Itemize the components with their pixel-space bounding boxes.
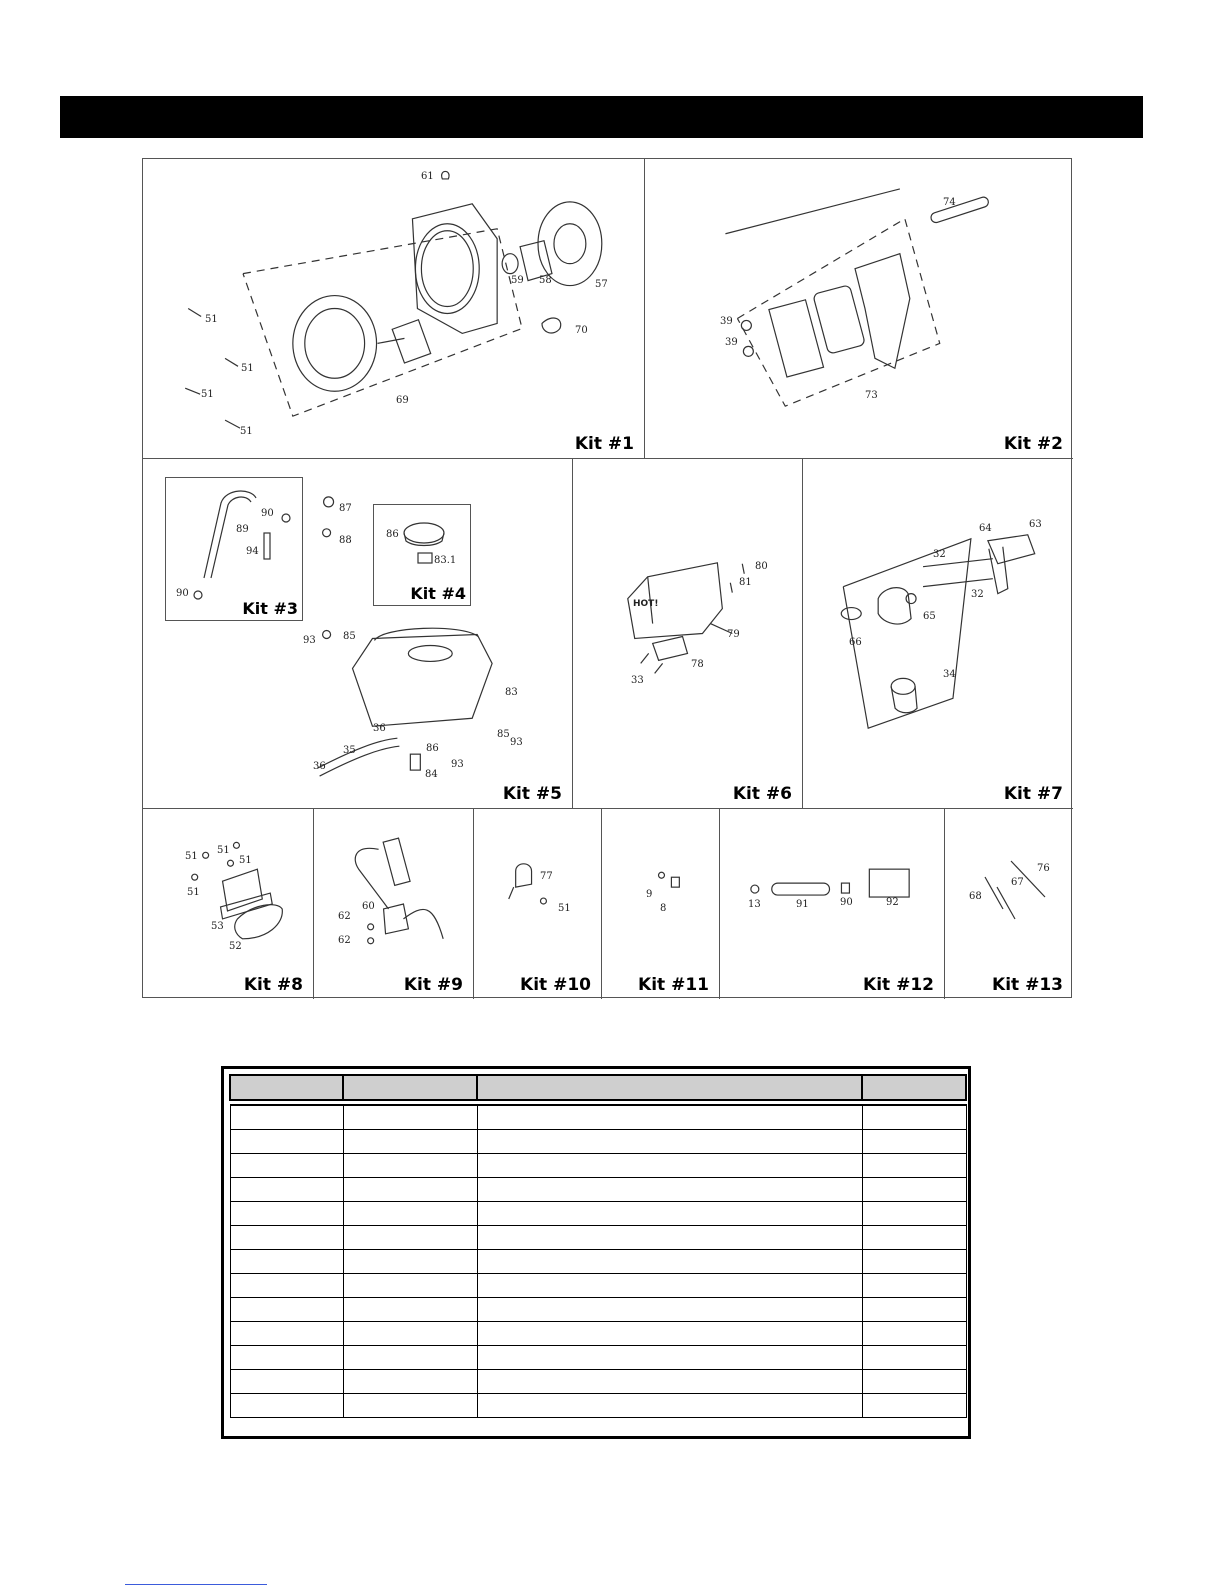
callout: 85 [497,729,510,740]
kit-2-panel [645,159,1073,459]
callout: 86 [386,529,399,540]
table-cell [477,1322,862,1346]
callout: 67 [1011,877,1024,888]
callout: 51 [240,426,253,437]
callout: 32 [971,589,984,600]
kit-5-drawing [143,459,572,808]
callout: 33 [631,675,644,686]
kit-10-panel [474,809,602,999]
callout: 57 [595,279,608,290]
table-cell [343,1130,477,1154]
logo-text: HOT! [633,599,659,609]
callout: 51 [201,389,214,400]
table-cell [343,1154,477,1178]
kit-8-panel [143,809,314,999]
callout: 70 [575,325,588,336]
callout: 76 [1037,863,1050,874]
callout: 81 [739,577,752,588]
column-header [477,1075,862,1100]
callout: 91 [796,899,809,910]
kit-label: Kit #8 [243,975,303,995]
callout: 65 [923,611,936,622]
kit-label: Kit #4 [410,584,466,603]
table-cell [862,1154,966,1178]
column-header [862,1075,966,1100]
kit-label: Kit #12 [863,975,934,995]
table-cell [477,1226,862,1250]
exploded-parts-diagram [142,158,1072,998]
table-row [230,1105,966,1130]
callout: 68 [969,891,982,902]
kit-6-panel [573,459,803,809]
callout: 60 [362,901,375,912]
callout: 32 [933,549,946,560]
table-cell [343,1178,477,1202]
callout: 8 [660,903,667,914]
kit-7-panel [803,459,1073,809]
table-row [230,1298,966,1322]
table-cell [477,1105,862,1130]
kit-5-panel [143,459,573,809]
table-row [230,1178,966,1202]
table-cell [862,1226,966,1250]
kit-label: Kit #7 [1003,784,1063,804]
table-cell [477,1394,862,1418]
callout: 86 [426,743,439,754]
kit-label: Kit #6 [732,784,792,804]
kit-label: Kit #9 [403,975,463,995]
table-cell [862,1274,966,1298]
callout: 79 [727,629,740,640]
callout: 69 [396,395,409,406]
callout: 94 [246,546,259,557]
table-cell [230,1130,343,1154]
kit-1-panel [143,159,645,459]
callout: 34 [943,669,956,680]
callout: 13 [748,899,761,910]
kit-label: Kit #5 [502,784,562,804]
table-header-row [230,1075,966,1100]
table-cell [477,1346,862,1370]
table-cell [862,1105,966,1130]
callout: 87 [339,503,352,514]
callout: 58 [539,275,552,286]
kit-9-drawing [314,809,473,999]
table-cell [230,1226,343,1250]
callout: 63 [1029,519,1042,530]
table-cell [230,1346,343,1370]
table-cell [862,1370,966,1394]
parts-table [229,1074,967,1418]
kit-13-drawing [945,809,1073,999]
callout: 62 [338,911,351,922]
kit-label: Kit #10 [520,975,591,995]
kit-7-drawing [803,459,1073,808]
table-cell [230,1322,343,1346]
table-cell [862,1322,966,1346]
callout: 78 [691,659,704,670]
kit-1-drawing [143,159,644,458]
callout: 66 [849,637,862,648]
table-cell [343,1394,477,1418]
table-cell [230,1154,343,1178]
kit-2-drawing [645,159,1073,458]
table-cell [477,1202,862,1226]
table-cell [477,1250,862,1274]
section-header-bar [60,96,1143,138]
kit-13-panel [945,809,1073,999]
callout: 92 [886,897,899,908]
callout: 90 [176,588,189,599]
callout: 36 [373,723,386,734]
callout: 51 [187,887,200,898]
callout: 39 [720,316,733,327]
kit-label: Kit #1 [574,434,634,454]
table-row [230,1226,966,1250]
callout: 51 [217,845,230,856]
callout: 35 [343,745,356,756]
callout: 64 [979,523,992,534]
callout: 53 [211,921,224,932]
callout: 77 [540,871,553,882]
kit-12-panel [720,809,945,999]
callout: 59 [511,275,524,286]
parts-table-frame [221,1066,971,1439]
table-cell [477,1178,862,1202]
callout: 88 [339,535,352,546]
table-cell [343,1226,477,1250]
callout: 61 [421,171,434,182]
kit-6-drawing [573,459,802,808]
table-cell [343,1105,477,1130]
callout: 83 [505,687,518,698]
table-row [230,1250,966,1274]
callout: 89 [236,524,249,535]
kit-label: Kit #13 [992,975,1063,995]
table-row [230,1274,966,1298]
table-cell [343,1202,477,1226]
callout: 93 [303,635,316,646]
table-row [230,1394,966,1418]
table-row [230,1202,966,1226]
table-cell [862,1250,966,1274]
table-cell [230,1202,343,1226]
table-cell [230,1250,343,1274]
kit-label: Kit #2 [1003,434,1063,454]
callout: 93 [510,737,523,748]
table-cell [230,1178,343,1202]
table-cell [230,1298,343,1322]
table-cell [862,1130,966,1154]
kit-label: Kit #11 [638,975,709,995]
table-row [230,1346,966,1370]
callout: 9 [646,889,653,900]
callout: 84 [425,769,438,780]
table-cell [343,1274,477,1298]
table-cell [230,1394,343,1418]
kit-11-panel [602,809,720,999]
callout: 51 [239,855,252,866]
table-cell [477,1130,862,1154]
column-header [343,1075,477,1100]
table-cell [477,1274,862,1298]
table-cell [343,1322,477,1346]
table-row [230,1322,966,1346]
callout: 80 [755,561,768,572]
table-row [230,1154,966,1178]
callout: 74 [943,197,956,208]
kit-8-drawing [143,809,313,999]
table-cell [477,1370,862,1394]
table-cell [862,1298,966,1322]
callout: 90 [840,897,853,908]
callout: 62 [338,935,351,946]
table-cell [477,1298,862,1322]
table-cell [230,1105,343,1130]
callout: 85 [343,631,356,642]
callout: 51 [185,851,198,862]
table-row [230,1130,966,1154]
kit-9-panel [314,809,474,999]
callout: 51 [205,314,218,325]
table-cell [862,1346,966,1370]
table-cell [862,1202,966,1226]
table-row [230,1370,966,1394]
table-cell [343,1370,477,1394]
table-cell [477,1154,862,1178]
table-cell [230,1370,343,1394]
table-cell [343,1346,477,1370]
callout: 93 [451,759,464,770]
callout: 83.1 [434,555,457,566]
table-cell [862,1178,966,1202]
callout: 51 [241,363,254,374]
callout: 51 [558,903,571,914]
callout: 90 [261,508,274,519]
column-header [230,1075,343,1100]
kit-label: Kit #3 [242,599,298,618]
table-cell [343,1250,477,1274]
callout: 39 [725,337,738,348]
callout: 73 [865,390,878,401]
table-cell [862,1394,966,1418]
kit-10-drawing [474,809,601,999]
callout: 36 [313,761,326,772]
table-cell [343,1298,477,1322]
table-cell [230,1274,343,1298]
callout: 52 [229,941,242,952]
